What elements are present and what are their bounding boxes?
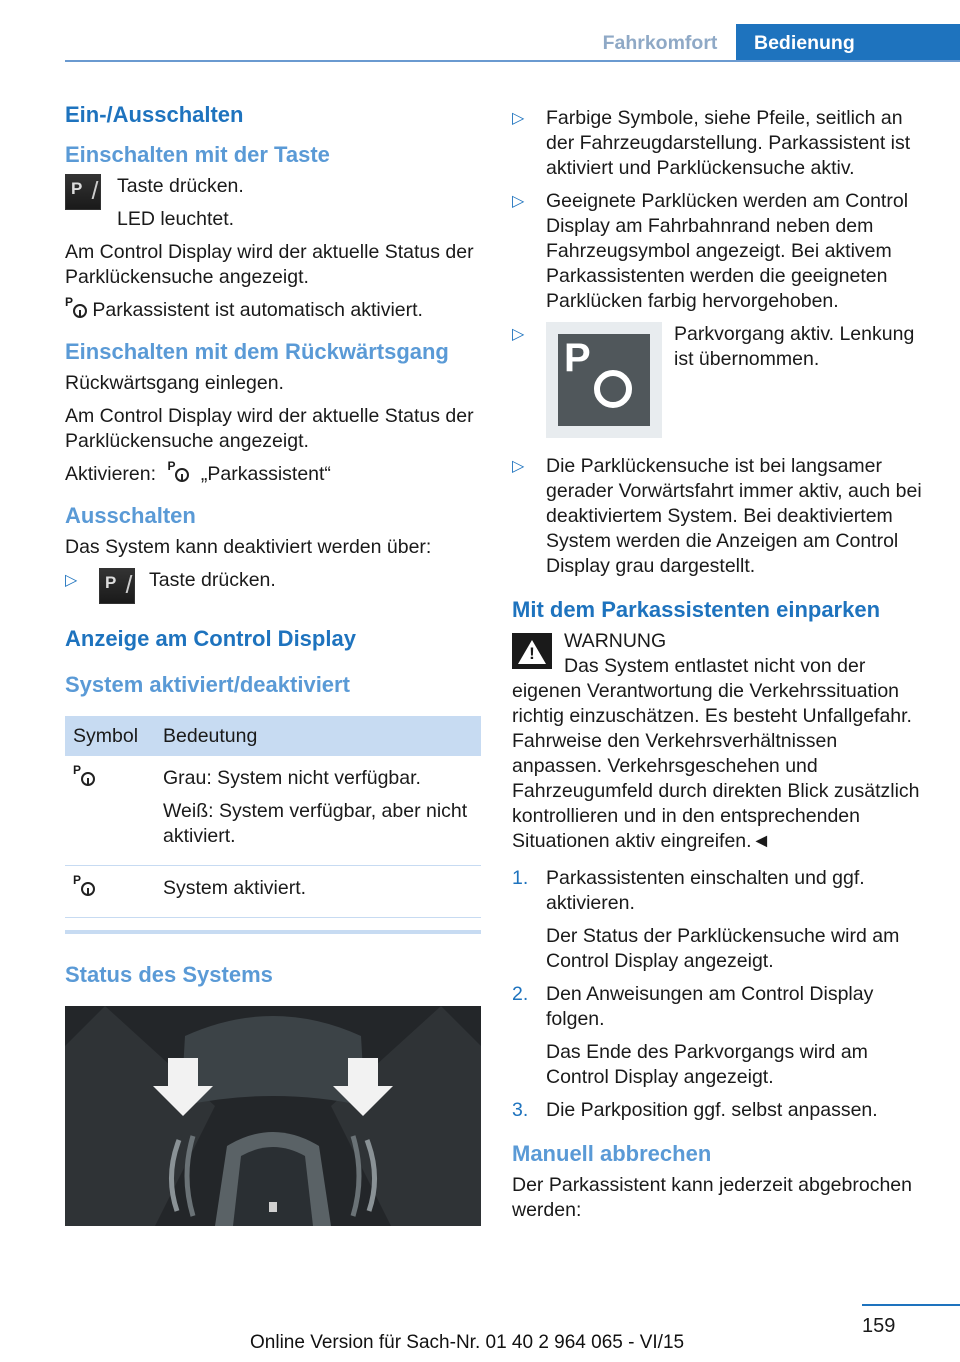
status-paragraph-2: Am Control Display wird der aktuelle Status der Parklückensuche angezeigt.	[65, 405, 474, 452]
warning-block	[512, 629, 924, 854]
symbol-table	[65, 716, 481, 918]
park-steering-icon: P	[546, 322, 662, 438]
step-number: 2.	[512, 983, 529, 1005]
manuell-text: Der Parkassistent kann jederzeit abgebrochen werden:	[512, 1174, 912, 1221]
park-assist-symbol-icon: P	[167, 462, 189, 484]
right-column	[512, 106, 924, 1231]
aktivieren-paragraph	[65, 459, 481, 487]
heading-einparken: Mit dem Parkassistenten einparken	[512, 597, 881, 622]
warning-icon: !	[512, 633, 552, 669]
bullet-item	[512, 189, 924, 314]
step-number: 1.	[512, 867, 529, 889]
vehicle-display-graphic	[65, 1006, 481, 1226]
left-column	[65, 100, 481, 1226]
park-steering-image	[546, 322, 662, 445]
table-cell-symbol	[65, 866, 155, 918]
header-section-fahrkomfort: Fahrkomfort	[602, 32, 718, 54]
warning-title: WARNUNG	[564, 630, 667, 652]
steps-list	[512, 866, 924, 1123]
footer-rule	[862, 1304, 960, 1306]
rueckwaertsgang-text: Rückwärtsgang einlegen.	[65, 372, 284, 394]
heading-ein-ausschalten: Ein-/Ausschalten	[65, 102, 244, 127]
park-assist-button-icon: P	[99, 568, 135, 604]
park-assist-symbol-icon: P	[73, 876, 95, 898]
arrow-down-icon	[153, 1058, 213, 1116]
table-row	[65, 756, 481, 866]
auto-activated-text: Parkassistent ist automatisch aktiviert.	[92, 299, 423, 321]
heading-system-aktiviert: System aktiviert/deaktiviert	[65, 672, 350, 697]
park-assist-button-icon: P	[65, 174, 101, 210]
meaning-grey: Grau: System nicht verfügbar.	[163, 767, 421, 789]
heading-einschalten-taste: Einschalten mit der Taste	[65, 142, 330, 167]
step-text: Die Parkposition ggf. selbst anpassen.	[546, 1099, 878, 1121]
warning-text: Das System entlastet nicht von der eigenen Verantwortung die Verkehrssituation richtig einzuschätzen. Es besteht Unfallgefahr. Fahrweise den Verkehrsverhältnissen anpassen. Verkehrsgeschehen und Fahrzeugumfeld durch direkten Blick zusätzlich kontrollieren und in den entsprechenden Situationen aktiv eingreifen.◄	[512, 655, 920, 852]
aktivieren-label: Aktivieren:	[65, 463, 157, 485]
aktivieren-value: „Parkassistent“	[200, 463, 331, 485]
ausschalten-bullet-text: Taste drücken.	[149, 569, 276, 591]
park-active-text: Parkvorgang aktiv. Lenkung ist übernommen.	[674, 323, 915, 370]
bullet-triangle-icon: ▷	[65, 572, 78, 589]
heading-manuell: Manuell abbrechen	[512, 1141, 712, 1166]
arrow-down-icon	[333, 1058, 393, 1116]
page-header	[0, 0, 960, 64]
bullet-item	[512, 454, 924, 579]
taste-instruction	[65, 174, 481, 232]
table-end-rule	[65, 930, 481, 934]
status-paragraph: Am Control Display wird der aktuelle Status der Parklückensuche angezeigt.	[65, 241, 474, 288]
table-row	[65, 866, 481, 918]
ausschalten-bullet	[65, 568, 481, 612]
step-text: Den Anweisungen am Control Display folgen.	[546, 983, 874, 1030]
bullet-item	[512, 106, 924, 181]
heading-anzeige: Anzeige am Control Display	[65, 626, 356, 651]
list-item	[512, 982, 924, 1090]
heading-status: Status des Systems	[65, 962, 273, 987]
bullet-triangle-icon: ▷	[512, 110, 525, 127]
list-item	[512, 1098, 924, 1123]
ausschalten-text: Das System kann deaktiviert werden über:	[65, 536, 432, 558]
bullet-text: Die Parklückensuche ist bei langsamer gerader Vorwärtsfahrt immer aktiv, auch bei deaktiviertem System. Bei deaktiviertem System werden die Anzeigen am Control Display grau dargestellt.	[546, 455, 922, 577]
heading-rueckwaertsgang: Einschalten mit dem Rückwärtsgang	[65, 339, 449, 364]
bullet-triangle-icon: ▷	[512, 193, 525, 210]
meaning-activated: System aktiviert.	[163, 877, 307, 899]
table-cell-bedeutung	[155, 756, 481, 866]
table-header-symbol: Symbol	[65, 716, 155, 756]
page-number: 159	[862, 1315, 896, 1337]
bullet-triangle-icon: ▷	[512, 326, 525, 343]
step-number: 3.	[512, 1099, 529, 1121]
table-cell-symbol	[65, 756, 155, 866]
park-assist-symbol-icon: P	[73, 766, 95, 788]
footer-online-version: Online Version für Sach-Nr. 01 40 2 964 065 - VI/15	[250, 1332, 685, 1353]
header-section-bedienung: Bedienung	[736, 24, 960, 62]
auto-activated-paragraph	[65, 295, 481, 323]
taste-druecken-text: Taste drücken.	[117, 175, 244, 197]
list-item	[512, 866, 924, 974]
header-rule	[65, 60, 960, 62]
table-header-bedeutung: Bedeutung	[155, 716, 481, 756]
bullet-text: Geeignete Parklücken werden am Control Display am Fahrbahnrand neben dem Fahrzeugsymbol angezeigt. Bei aktivem Parkassistenten werden die geeigneten Parklücken farbig hervorgehoben.	[546, 190, 909, 312]
heading-ausschalten: Ausschalten	[65, 503, 196, 528]
bullet-item-park-active	[512, 322, 924, 442]
table-header-row	[65, 716, 481, 756]
bullet-text: Farbige Symbole, siehe Pfeile, seitlich an der Fahrzeugdarstellung. Parkassistent ist aktiviert und Parklückensuche aktiv.	[546, 107, 911, 179]
step-text: Parkassistenten einschalten und ggf. aktivieren.	[546, 867, 865, 914]
status-display-image	[65, 1006, 481, 1226]
table-cell-bedeutung	[155, 866, 481, 918]
led-text: LED leuchtet.	[117, 208, 235, 230]
bullet-triangle-icon: ▷	[512, 458, 525, 475]
park-assist-symbol-icon: P	[65, 298, 87, 320]
step-subtext: Der Status der Parklückensuche wird am Control Display angezeigt.	[546, 925, 900, 972]
meaning-white: Weiß: System verfügbar, aber nicht aktiviert.	[163, 800, 468, 847]
step-subtext: Das Ende des Parkvorgangs wird am Control Display angezeigt.	[546, 1041, 868, 1088]
